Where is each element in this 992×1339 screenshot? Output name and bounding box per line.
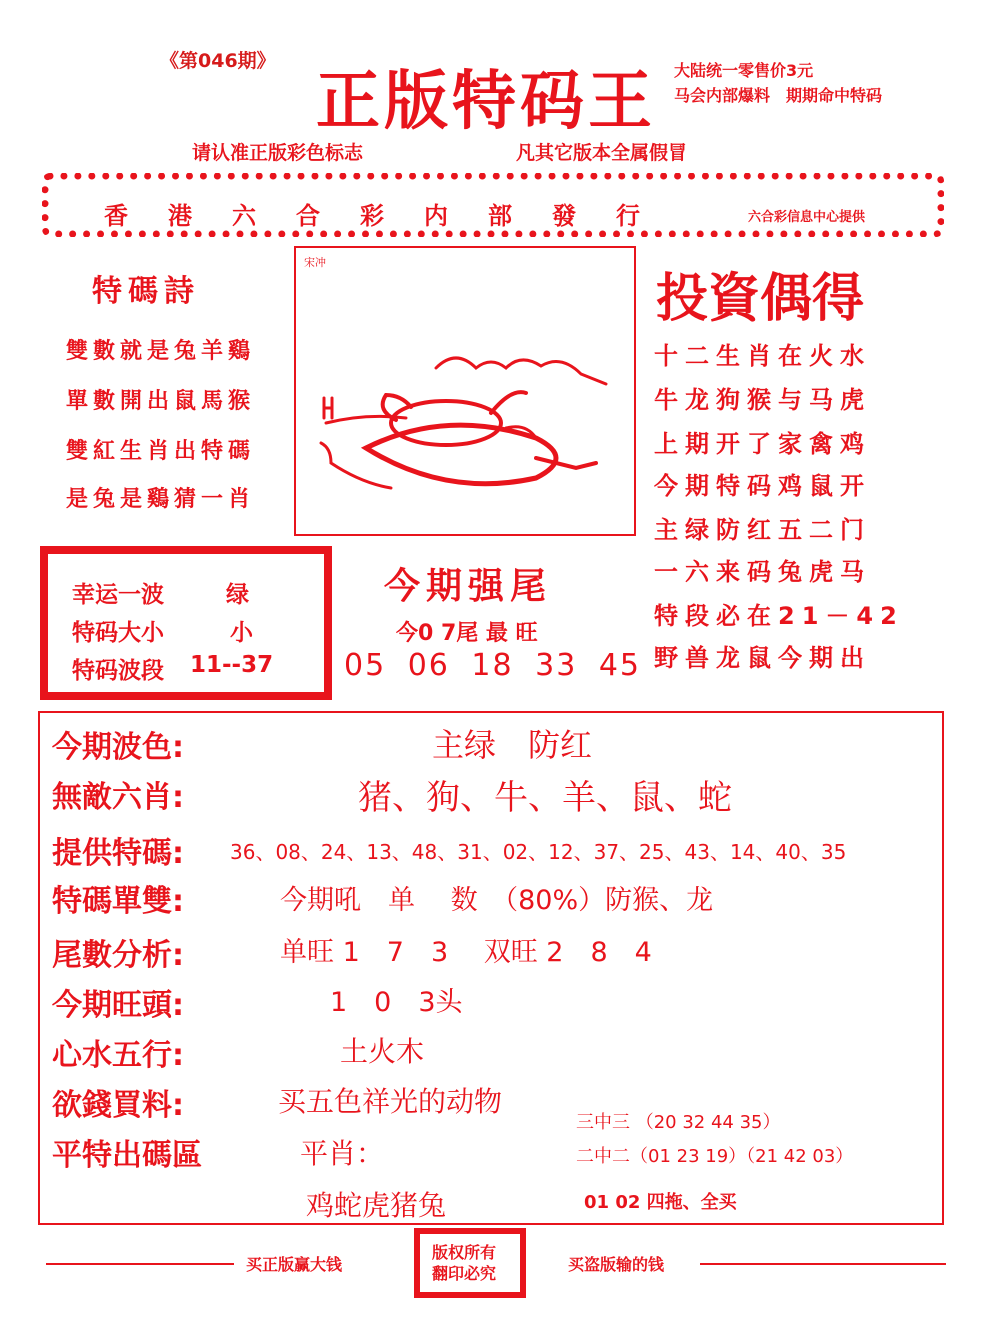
authenticity-notice: 请认准正版彩色标志: [192, 142, 364, 164]
invest-line: 十二生肖在火水: [654, 342, 871, 370]
row-label-odd-even: 特碼單雙:: [52, 884, 184, 919]
lucky-label: 特码大小: [72, 620, 164, 646]
row-label-lead-digit: 今期旺頭:: [52, 988, 184, 1023]
row-label-five-elements: 心水五行:: [52, 1038, 184, 1073]
ping-animals: 鸡蛇虎猪兔: [306, 1189, 447, 1222]
lucky-label: 幸运一波: [72, 582, 164, 608]
banner-credit: 六合彩信息中心提供: [748, 210, 866, 225]
strong-tail-subtitle: 今0 7尾 最 旺: [396, 621, 538, 646]
row-label-buy-tip: 欲錢買料:: [52, 1088, 184, 1123]
footer-divider-left: [46, 1263, 234, 1265]
roast-bird-illustration: [296, 248, 634, 534]
er-zhong-er: 二中二（01 23 19）（21 42 03）: [576, 1146, 854, 1167]
row-value-tail-analysis: 单旺 1 7 3 双旺 2 8 4: [280, 937, 652, 968]
footer-left-slogan: 买正版赢大钱: [246, 1255, 343, 1274]
invest-line: 今期特码鸡鼠开: [654, 472, 871, 500]
poem-line: 單數開出鼠馬猴: [66, 388, 256, 414]
strong-tail-title: 今期强尾: [384, 566, 553, 607]
copyright-line-2: 翻印必究: [432, 1264, 497, 1283]
issue-number: 《第046期》: [160, 50, 276, 72]
page-title: 正版特码王: [316, 65, 656, 139]
lucky-value: 小: [230, 620, 253, 646]
invest-title: 投資偶得: [656, 269, 865, 329]
footer-right-slogan: 买盗版输的钱: [568, 1255, 665, 1274]
price-tagline: 大陆统一零售价3元: [674, 61, 814, 80]
tuo-numbers: 01 02 四拖、全买: [584, 1192, 737, 1213]
row-value-six-zodiac: 猪、狗、牛、羊、鼠、蛇: [358, 778, 732, 818]
invest-line: 主绿防红五二门: [654, 516, 871, 544]
row-label-special-numbers: 提供特碼:: [52, 836, 184, 871]
illustration-stamp: 宋冲: [304, 256, 326, 269]
promo-tagline: 马会内部爆料 期期命中特码: [674, 86, 883, 105]
row-label-six-zodiac: 無敵六肖:: [52, 780, 184, 815]
invest-line: 牛龙狗猴与马虎: [654, 386, 871, 414]
row-value-wave-color: 主绿 防红: [432, 726, 593, 764]
row-label-wave-color: 今期波色:: [52, 730, 184, 765]
row-value-odd-even: 今期吼 单 数 （80%）防猴、龙: [280, 885, 714, 916]
poem-line: 是兔是鷄猜一肖: [66, 486, 256, 512]
counterfeit-notice: 凡其它版本全属假冒: [516, 142, 688, 164]
invest-line: 特段必在21－42: [654, 602, 904, 630]
poem-title: 特碼詩: [92, 274, 200, 309]
row-value-lead-digit: 1 0 3头: [330, 987, 463, 1018]
ping-sub-label: 平肖：: [300, 1137, 385, 1170]
lucky-label: 特码波段: [72, 658, 164, 684]
illustration-frame: [294, 246, 636, 536]
lucky-value: 绿: [226, 582, 249, 608]
strong-tail-numbers: 05 06 18 33 45: [344, 648, 642, 683]
lucky-value: 11--37: [190, 652, 274, 678]
poem-line: 雙紅生肖出特碼: [66, 438, 256, 464]
invest-line: 野兽龙鼠今期出: [654, 644, 871, 672]
invest-line: 上期开了家禽鸡: [654, 430, 871, 458]
row-value-five-elements: 土火木: [340, 1035, 425, 1068]
invest-line: 一六来码兔虎马: [654, 558, 871, 586]
copyright-line-1: 版权所有: [432, 1243, 497, 1262]
banner-text: 香港六合彩内部發行: [104, 201, 680, 230]
row-value-special-numbers: 36、08、24、13、48、31、02、12、37、25、43、14、40、35: [230, 840, 847, 864]
poem-line: 雙數就是兔羊鷄: [66, 338, 256, 364]
row-value-buy-tip: 买五色祥光的动物: [278, 1085, 503, 1118]
san-zhong-san: 三中三 （20 32 44 35）: [576, 1112, 781, 1133]
footer-divider-right: [700, 1263, 946, 1265]
row-label-tail-analysis: 尾數分析:: [52, 938, 184, 973]
ping-label: 平特出碼區: [52, 1138, 202, 1173]
